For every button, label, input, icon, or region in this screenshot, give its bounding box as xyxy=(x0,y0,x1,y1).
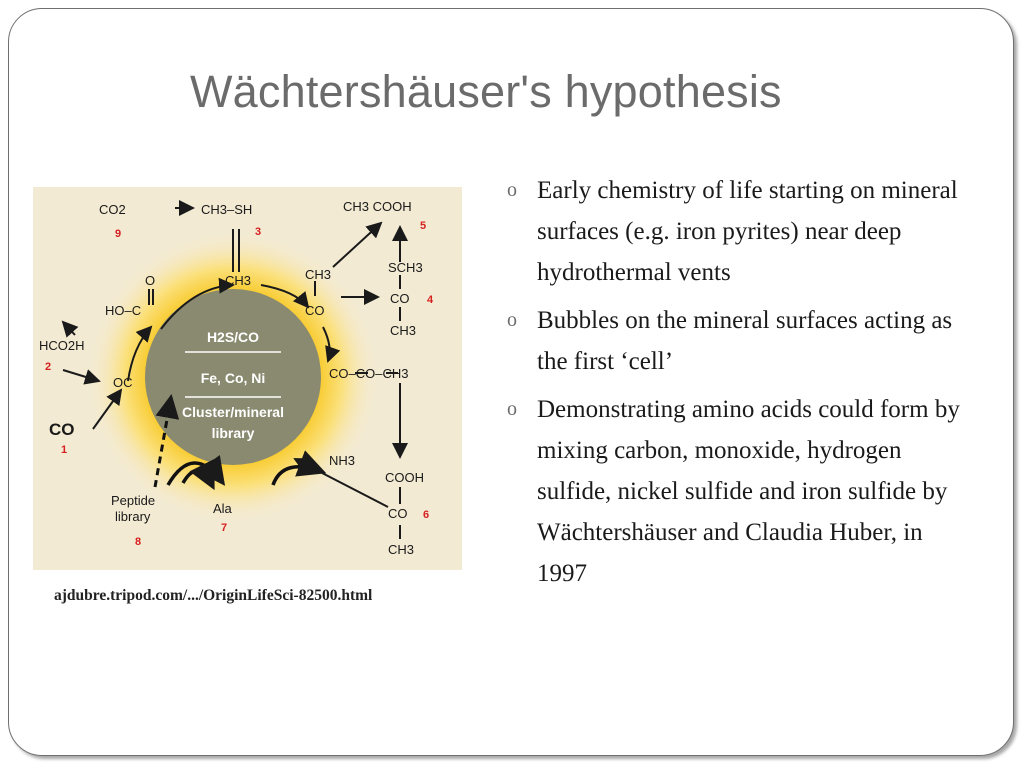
label-ala: Ala xyxy=(213,501,232,516)
label-co4: CO xyxy=(390,291,410,306)
bullet-circle-icon: o xyxy=(507,179,517,201)
number-3: 3 xyxy=(255,226,262,238)
number-4: 4 xyxy=(427,294,434,306)
slide-title: Wächtershäuser's hypothesis xyxy=(190,66,782,117)
reaction-diagram xyxy=(33,187,462,570)
label-hco2h: HCO2H xyxy=(39,338,85,353)
label-o: O xyxy=(145,273,156,288)
label-ch3cooh: CH3 COOH xyxy=(343,199,412,214)
number-9: 9 xyxy=(115,228,122,240)
label-ch3-right: CH3 xyxy=(305,267,332,282)
label-co-right: CO xyxy=(305,303,325,318)
label-peptide-library: library xyxy=(115,509,151,524)
cluster-label-metals: Fe, Co, Ni xyxy=(200,370,266,386)
label-ch3-6: CH3 xyxy=(388,542,415,557)
number-7: 7 xyxy=(221,522,228,534)
label-co-co-ch3: CO–CO–CH3 xyxy=(329,366,409,381)
bullet-list xyxy=(507,170,977,601)
label-nh3: NH3 xyxy=(329,453,356,468)
cluster-label-line1: Cluster/mineral xyxy=(182,404,284,420)
cluster-label-h2s-co: H2S/CO xyxy=(206,329,260,345)
number-2: 2 xyxy=(45,361,52,373)
number-6: 6 xyxy=(423,509,430,521)
label-co6: CO xyxy=(388,506,408,521)
number-1: 1 xyxy=(61,444,68,456)
label-ch3-4: CH3 xyxy=(390,323,417,338)
label-ch3-top: CH3 xyxy=(225,273,252,288)
number-5: 5 xyxy=(420,220,427,232)
bullet-circle-icon: o xyxy=(507,398,517,420)
label-ho-c: HO–C xyxy=(105,303,142,318)
bullet-text: Bubbles on the mineral surfaces acting as the first ‘cell’ xyxy=(537,307,953,375)
bullet-circle-icon: o xyxy=(507,309,517,331)
label-peptide: Peptide xyxy=(111,493,156,508)
label-co2: CO2 xyxy=(99,202,126,217)
bullet-item xyxy=(507,170,977,293)
image-source-caption: ajdubre.tripod.com/.../OriginLifeSci-82500.html xyxy=(54,587,373,604)
label-cooh6: COOH xyxy=(385,470,424,485)
number-8: 8 xyxy=(135,536,142,548)
label-co-big: CO xyxy=(49,420,75,439)
cluster-label-line2: library xyxy=(211,425,255,441)
bullet-text: Early chemistry of life starting on mineral surfaces (e.g. iron pyrites) near deep hydrothermal vents xyxy=(537,177,958,286)
bullet-item xyxy=(507,389,977,594)
label-ch3sh: CH3–SH xyxy=(201,202,253,217)
bullet-item xyxy=(507,300,977,382)
bullet-text: Demonstrating amino acids could form by mixing carbon, monoxide, hydrogen sulfide, nickel sulfide and iron sulfide by Wächtershäuser and Claudia Huber, in 1997 xyxy=(537,396,960,587)
label-oc-left: OC xyxy=(113,375,133,390)
label-sch3: SCH3 xyxy=(388,260,423,275)
